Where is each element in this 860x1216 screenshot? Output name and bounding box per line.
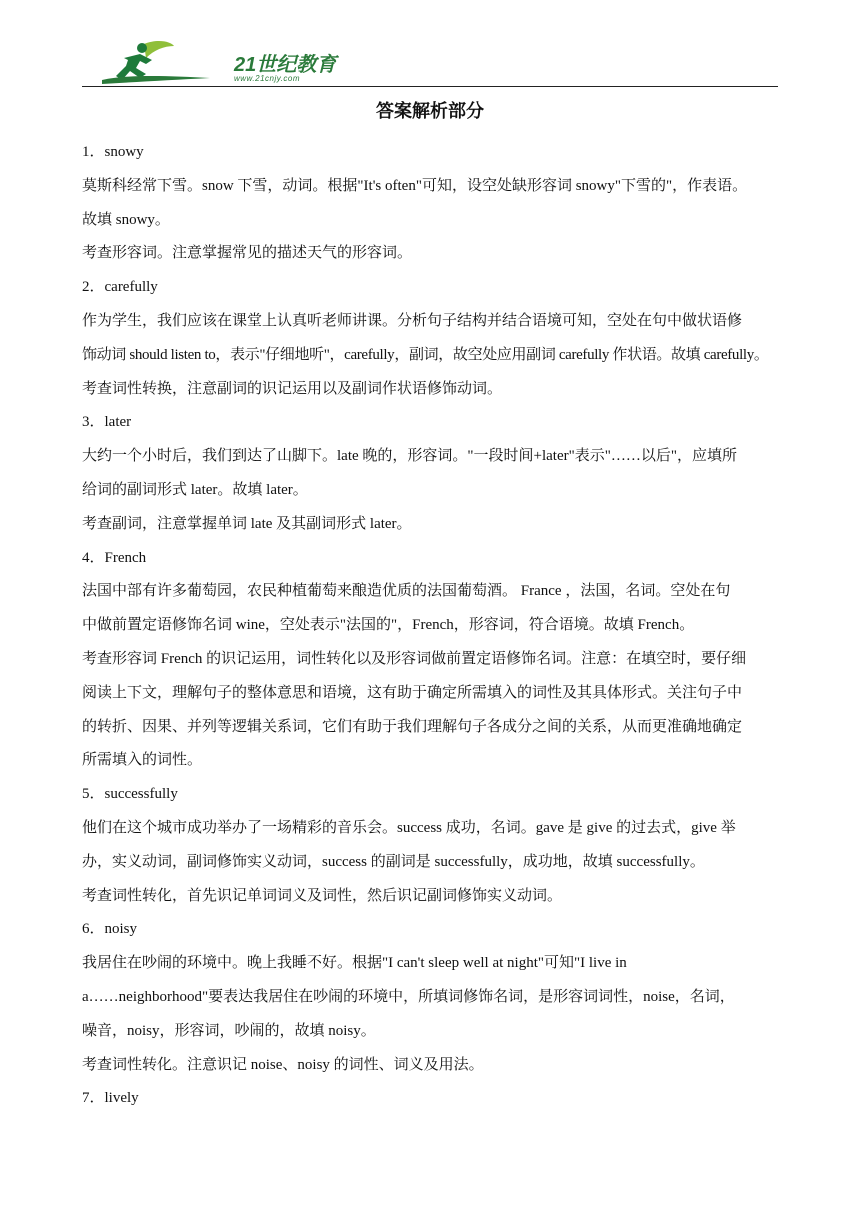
answer-number: 5．successfully bbox=[82, 786, 178, 803]
answer-number: 4．French bbox=[82, 549, 147, 566]
answer-text: 办，实义动词，副词修饰实义动词，success 的副词是 successfully，成功地，故填 successfully。 bbox=[82, 853, 705, 870]
answer-text: 他们在这个城市成功举办了一场精彩的音乐会。success 成功，名词。gave 是 give 的过去式，give 举 bbox=[82, 819, 736, 836]
page-title: 答案解析部分 bbox=[376, 101, 484, 122]
answer-number: 2．carefully bbox=[82, 279, 158, 296]
answer-text: 考查词性转化，首先识记单词词义及词性，然后识记副词修饰实义动词。 bbox=[82, 887, 563, 904]
logo-text: 21世纪教育 bbox=[234, 54, 337, 76]
answer-text: 阅读上下文，理解句子的整体意思和语境，这有助于确定所需填入的词性及其具体形式。关注句子中 bbox=[82, 684, 743, 701]
answer-number: 6．noisy bbox=[82, 921, 138, 938]
answer-text: 法国中部有许多葡萄园，农民种植葡萄来酿造优质的法国葡萄酒。 France ，法国，名词。空处在句 bbox=[82, 583, 731, 600]
answer-text: 我居住在吵闹的环境中。晚上我睡不好。根据"I can't sleep well at night"可知"I live in bbox=[82, 955, 627, 972]
answer-text: 故填 snowy。 bbox=[82, 211, 170, 228]
answer-text: 考查形容词 French 的识记运用，词性转化以及形容词做前置定语修饰名词。注意：在填空时，要仔细 bbox=[82, 650, 747, 667]
logo-url: www.21cnjy.com bbox=[234, 74, 300, 83]
page-header bbox=[82, 38, 778, 88]
answer-text: 给词的副词形式 later。故填 later。 bbox=[82, 481, 308, 498]
answer-text: 噪音，noisy，形容词，吵闹的，故填 noisy。 bbox=[82, 1022, 376, 1039]
answer-text: 中做前置定语修饰名词 wine，空处表示"法国的"，French，形容词，符合语境。故填 French。 bbox=[82, 617, 695, 634]
answer-text: 饰动词 should listen to，表示"仔细地听"，carefully，副词，故空处应用副词 carefully 作状语。故填 carefully。 bbox=[82, 346, 769, 363]
answer-text: 大约一个小时后，我们到达了山脚下。late 晚的，形容词。"一段时间+later"表示"……以后"，应填所 bbox=[82, 448, 738, 465]
answer-number: 7．lively bbox=[82, 1090, 139, 1107]
answer-text: 作为学生，我们应该在课堂上认真听老师讲课。分析句子结构并结合语境可知，空处在句中做状语修 bbox=[82, 312, 743, 329]
answer-number: 1．snowy bbox=[82, 144, 144, 160]
answer-text: 考查词性转化。注意识记 noise、noisy 的词性、词义及用法。 bbox=[82, 1056, 484, 1073]
answer-number: 3．later bbox=[82, 414, 132, 431]
answer-text: 所需填入的词性。 bbox=[82, 752, 203, 769]
answer-text: a……neighborhood"要表达我居住在吵闹的环境中，所填词修饰名词，是形容词词性，noise，名词， bbox=[82, 988, 735, 1005]
answer-text: 考查形容词。注意掌握常见的描述天气的形容词。 bbox=[82, 245, 413, 262]
answer-text: 的转折、因果、并列等逻辑关系词，它们有助于我们理解句子各成分之间的关系，从而更准确地确定 bbox=[82, 718, 743, 735]
answer-text: 考查副词，注意掌握单词 late 及其副词形式 later。 bbox=[82, 515, 412, 532]
answer-content bbox=[82, 136, 782, 1116]
header-divider bbox=[82, 86, 778, 87]
answer-text: 莫斯科经常下雪。snow 下雪，动词。根据"It's often"可知，设空处缺形容词 snowy"下雪的"，作表语。 bbox=[82, 177, 748, 194]
answer-text: 考查词性转换，注意副词的识记运用以及副词作状语修饰动词。 bbox=[82, 380, 503, 397]
